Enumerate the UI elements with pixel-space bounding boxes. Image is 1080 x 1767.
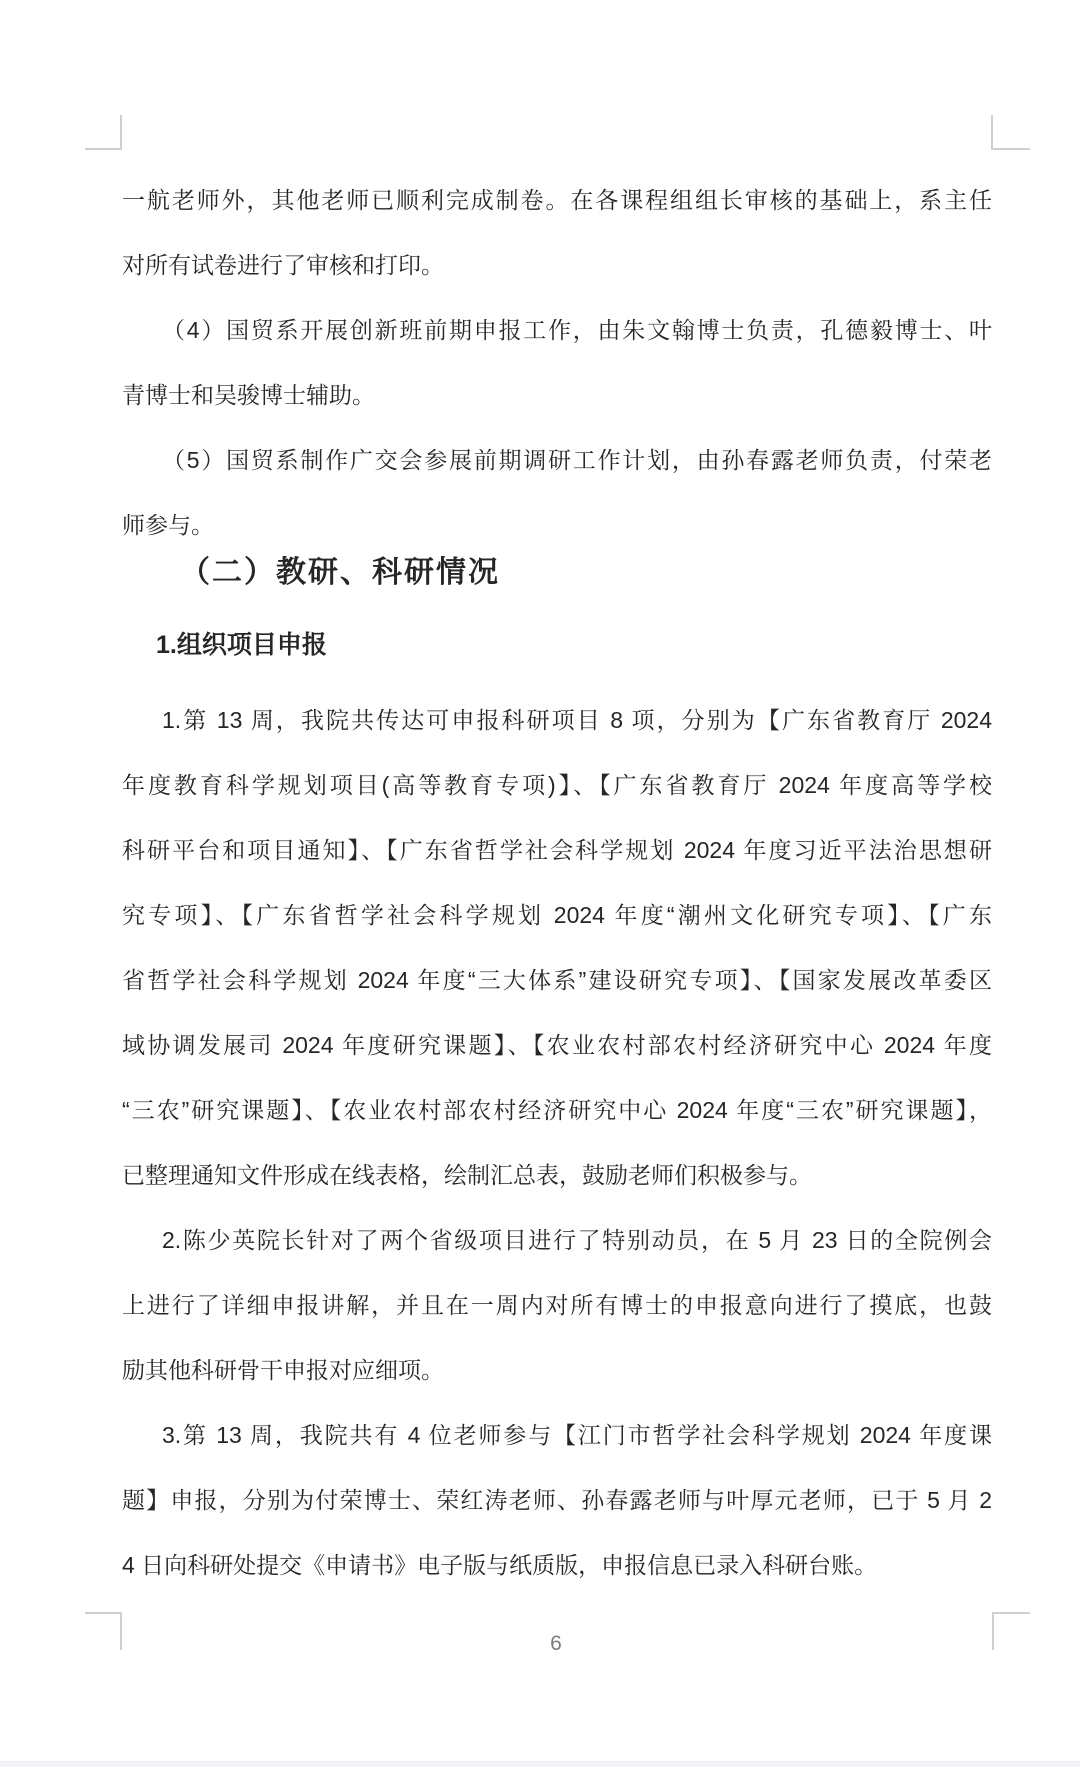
text-line: 已整理通知文件形成在线表格，绘制汇总表，鼓励老师们积极参与。 xyxy=(122,1162,812,1188)
text-line: 2.陈少英院长针对了两个省级项目进行了特别动员，在 5 月 23 日的全院例会 xyxy=(162,1227,992,1253)
text-line: 3.第 13 周，我院共有 4 位老师参与【江门市哲学社会科学规划 2024 年度课 xyxy=(162,1422,992,1448)
text-boundary-mark-top-left xyxy=(85,115,122,150)
text-boundary-mark-top-right xyxy=(991,115,1030,150)
text-line: 青博士和吴骏博士辅助。 xyxy=(122,382,375,408)
text-line: 省哲学社会科学规划 2024 年度“三大体系”建设研究专项】、【国家发展改革委区 xyxy=(122,967,992,993)
text-line: 究专项】、【广东省哲学社会科学规划 2024 年度“潮州文化研究专项】、【广东 xyxy=(122,902,992,928)
text-line: 4 日向科研处提交《申请书》电子版与纸质版，申报信息已录入科研台账。 xyxy=(122,1552,878,1578)
subsection-heading: 1.组织项目申报 xyxy=(156,631,327,659)
text-line: 一航老师外，其他老师已顺利完成制卷。在各课程组组长审核的基础上，系主任 xyxy=(122,187,992,213)
text-line: （4）国贸系开展创新班前期申报工作，由朱文翰博士负责，孔德毅博士、叶 xyxy=(162,317,992,343)
text-line: 科研平台和项目通知】、【广东省哲学社会科学规划 2024 年度习近平法治思想研 xyxy=(122,837,992,863)
text-line: 对所有试卷进行了审核和打印。 xyxy=(122,252,444,278)
text-line: 题】申报，分别为付荣博士、荣红涛老师、孙春露老师与叶厚元老师，已于 5 月 2 xyxy=(122,1487,992,1513)
page-gap-strip xyxy=(0,1761,1080,1767)
text-line: 励其他科研骨干申报对应细项。 xyxy=(122,1357,444,1383)
text-line: “三农”研究课题】、【农业农村部农村经济研究中心 2024 年度“三农”研究课题】， xyxy=(122,1097,992,1123)
text-line: 师参与。 xyxy=(122,512,214,538)
text-line: 域协调发展司 2024 年度研究课题】、【农业农村部农村经济研究中心 2024 年度 xyxy=(122,1032,992,1058)
text-line: 年度教育科学规划项目(高等教育专项)】、【广东省教育厅 2024 年度高等学校 xyxy=(122,772,992,798)
text-line: （5）国贸系制作广交会参展前期调研工作计划，由孙春露老师负责，付荣老 xyxy=(162,447,992,473)
text-line: 上进行了详细申报讲解，并且在一周内对所有博士的申报意向进行了摸底，也鼓 xyxy=(122,1292,992,1318)
text-line: 1.第 13 周，我院共传达可申报科研项目 8 项，分别为【广东省教育厅 2024 xyxy=(162,707,992,733)
page-body-text xyxy=(122,168,992,1598)
page-number: 6 xyxy=(550,1632,562,1655)
section-heading: （二）教研、科研情况 xyxy=(180,556,500,589)
